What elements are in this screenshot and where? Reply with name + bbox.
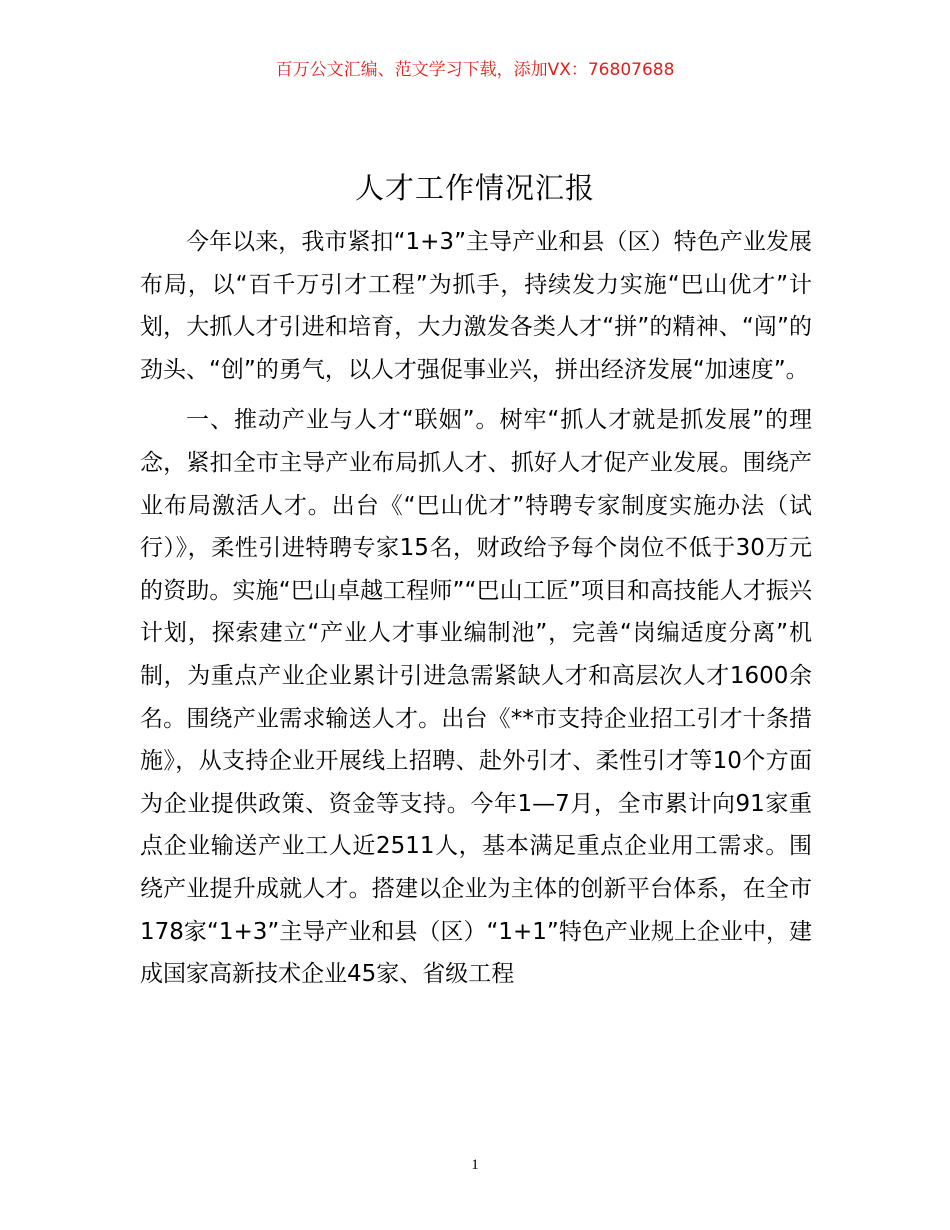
watermark-banner: 百万公文汇编、范文学习下载，添加VX：76807688 [275, 60, 675, 80]
document-body [140, 221, 812, 996]
intro-paragraph: 今年以来，我市紧扣“1+3”主导产业和县（区）特色产业发展布局，以“百千万引才工程”为抓手，持续发力实施“巴山优才”计划，大抓人才引进和培育，大力激发各类人才“拼”的精神、“闯”的劲头、“创”的勇气，以人才强促事业兴，拼出经济发展“加速度”。 [140, 229, 812, 383]
page-number: 1 [471, 1157, 479, 1173]
document-title: 人才工作情况汇报 [354, 171, 595, 205]
section-one-paragraph: 一、推动产业与人才“联姻”。树牢“抓人才就是抓发展”的理念，紧扣全市主导产业布局抓人才、抓好人才促产业发展。围绕产业布局激活人才。出台《“巴山优才”特聘专家制度实施办法（试行）》，柔性引进特聘专家15名，财政给予每个岗位不低于30万元的资助。实施“巴山卓越工程师”“巴山工匠”项目和高技能人才振兴计划，探索建立“产业人才事业编制池”，完善“岗编适度分离”机制，为重点产业企业累计引进急需紧缺人才和高层次人才1600余名。围绕产业需求输送人才。出台《**市支持企业招工引才十条措施》，从支持企业开展线上招聘、赴外引才、柔性引才等10个方面为企业提供政策、资金等支持。今年1—7月，全市累计向91家重点企业输送产业工人近2511人，基本满足重点企业用工需求。围绕产业提升成就人才。搭建以企业为主体的创新平台体系，在全市178家“1+3”主导产业和县（区）“1+1”特色产业规上企业中，建成国家高新技术企业45家、省级工程 [140, 407, 812, 988]
